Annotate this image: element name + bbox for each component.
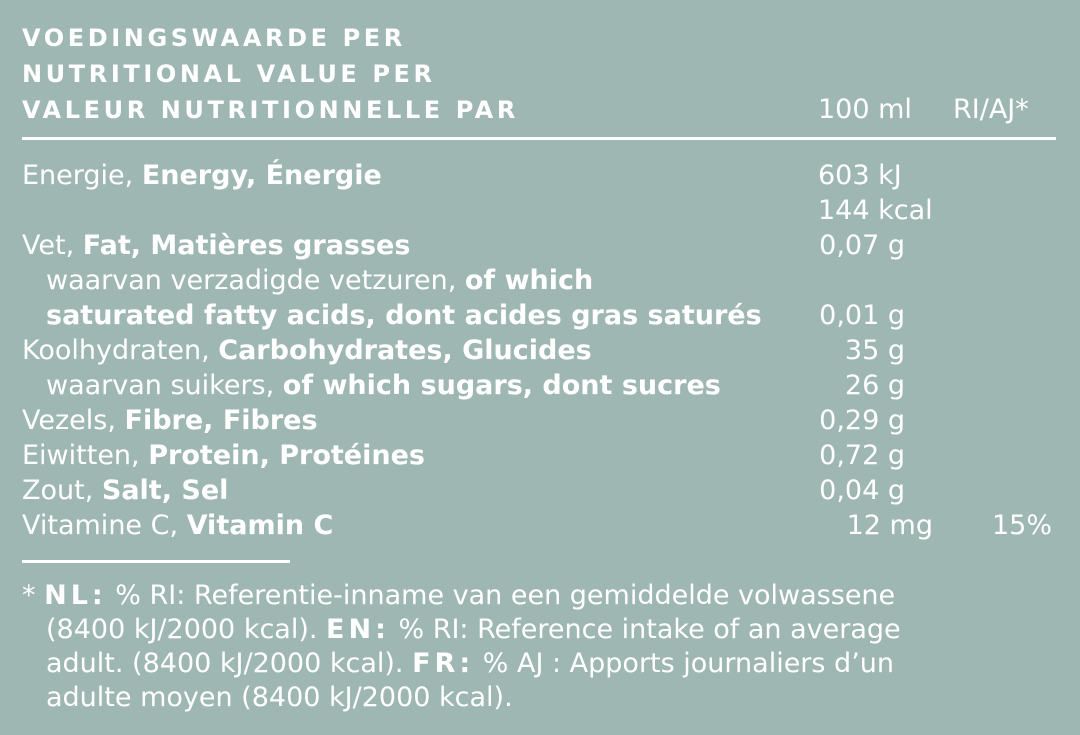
row-label-nl: Energie, (22, 160, 142, 191)
column-header-per-100ml: 100 ml (818, 94, 912, 125)
row-label-nl: waarvan suikers, (46, 370, 283, 401)
footnote-text-fr: % AJ : Apports journaliers d’un (474, 648, 895, 679)
row-label-nl: waarvan verzadigde vetzuren, (46, 265, 465, 296)
footnote-text: adult. (8400 kJ/2000 kcal). (46, 648, 413, 679)
footnote-text-nl: % RI: Referentie-inname van een gemiddelde volwassene (106, 580, 896, 611)
footnote-key-nl: NL: (44, 580, 107, 611)
row-carbohydrates-label (22, 333, 592, 368)
row-vitamin-c-value: 12 mg (846, 510, 933, 541)
header-divider (22, 137, 1056, 140)
footnote-divider (22, 560, 290, 563)
row-label-nl: Vet, (22, 230, 83, 261)
row-carbohydrates-value: 35 g (844, 335, 905, 366)
row-label-nl: Vitamine C, (22, 510, 187, 541)
row-label-en-fr: Carbohydrates, Glucides (218, 335, 592, 366)
row-salt-label (22, 473, 228, 508)
row-protein-value: 0,72 g (819, 440, 905, 471)
row-fibre-label (22, 403, 318, 438)
header-title-en: NUTRITIONAL VALUE PER (22, 60, 436, 88)
row-label-en: of which (464, 265, 594, 296)
row-protein-label (22, 438, 425, 473)
row-salt-value: 0,04 g (819, 475, 905, 506)
row-saturates-label (46, 263, 593, 298)
row-label-nl: Zout, (22, 475, 102, 506)
row-fibre-value: 0,29 g (819, 405, 905, 436)
footnote-key-fr: FR: (412, 648, 475, 679)
row-label-en-fr: Fat, Matières grasses (82, 230, 411, 261)
footnote-line-1 (22, 579, 895, 613)
row-label-en-fr: Salt, Sel (101, 475, 229, 506)
row-label-en-fr: Protein, Protéines (148, 440, 425, 471)
row-saturates-value: 0,01 g (819, 300, 905, 331)
footnote-text-en: % RI: Reference intake of an average (389, 614, 901, 645)
row-vitamin-c-ri: 15% (991, 510, 1052, 541)
row-energy-value-kcal: 144 kcal (818, 195, 933, 226)
column-header-ri: RI/AJ* (953, 94, 1029, 125)
row-label-en-fr-cont: saturated fatty acids, dont acides gras saturés (46, 300, 762, 331)
row-label-nl: Vezels, (22, 405, 125, 436)
row-label-en-fr: Energy, Énergie (141, 160, 382, 191)
row-energy-label (22, 158, 382, 193)
footnote-line-2 (46, 613, 901, 647)
footnote-line-3 (46, 647, 894, 681)
footnote-text: (8400 kJ/2000 kcal). (46, 614, 327, 645)
header-title-nl: VOEDINGSWAARDE PER (22, 24, 406, 52)
row-saturates-label-cont (46, 298, 762, 333)
row-energy-value-kj: 603 kJ (818, 160, 902, 191)
row-fat-label (22, 228, 410, 263)
row-vitamin-c-label (22, 508, 333, 543)
row-label-en-fr: Fibre, Fibres (124, 405, 318, 436)
row-label-en-fr: Vitamin C (186, 510, 334, 541)
row-sugars-label (46, 368, 721, 403)
row-label-en-fr: of which sugars, dont sucres (282, 370, 721, 401)
row-label-nl: Eiwitten, (22, 440, 149, 471)
header-title-fr: VALEUR NUTRITIONNELLE PAR (22, 96, 519, 124)
row-sugars-value: 26 g (844, 370, 905, 401)
footnote-key-en: EN: (326, 614, 390, 645)
footnote-asterisk: * (22, 580, 45, 611)
row-label-nl: Koolhydraten, (22, 335, 219, 366)
footnote-line-4: adulte moyen (8400 kJ/2000 kcal). (46, 682, 513, 713)
row-fat-value: 0,07 g (819, 230, 905, 261)
